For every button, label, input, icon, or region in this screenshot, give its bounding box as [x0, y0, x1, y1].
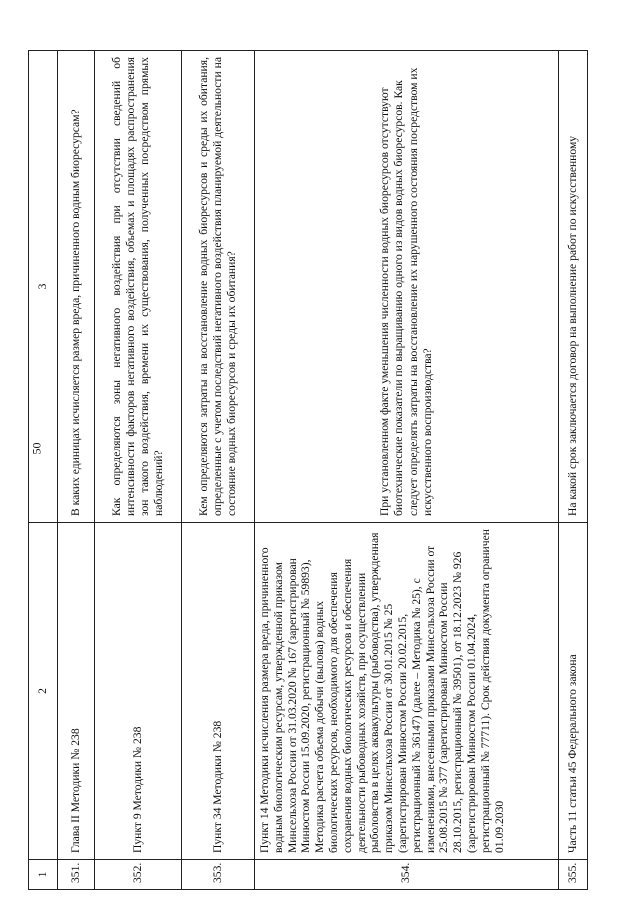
row-number: 354. — [255, 860, 559, 890]
header-col-1: 1 — [29, 860, 58, 890]
row-question: На какой срок заключается договор на выполнение работ по искусственному — [559, 51, 588, 523]
questions-table — [28, 50, 588, 890]
row-number: 351. — [58, 860, 95, 890]
row-source: Пункт 34 Методики № 238 — [182, 523, 255, 860]
header-col-2: 2 — [29, 523, 58, 860]
table-row — [58, 51, 95, 890]
row-number: 355. — [559, 860, 588, 890]
row-question: В каких единицах исчисляется размер вреда, причиненного водным биоресурсам? — [58, 51, 95, 523]
table-row — [182, 51, 255, 890]
document-sheet — [28, 50, 588, 890]
row-source: Часть 11 статьи 45 Федерального закона — [559, 523, 588, 860]
table-header-row — [29, 51, 58, 890]
table-row — [255, 51, 559, 890]
table-row — [559, 51, 588, 890]
row-source: Пункт 9 Методики № 238 — [95, 523, 182, 860]
row-question: Кем определяются затраты на восстановление водных биоресурсов и среды их обитания, определенные с учетом последствий негативного воздействия планируемой деятельности на состояние водных биоресурсов и среды их обитания? — [182, 51, 255, 523]
row-question: При установленном факте уменьшения численности водных биоресурсов отсутствуют биотехнические показатели по выращиванию одного из видов водных биоресурсов. Как следует определять затраты на восстановление их нарушенного состояния посредством их искусственного воспроизводства? — [255, 51, 559, 523]
row-source: Пункт 14 Методики исчисления размера вреда, причиненного водным биологическим ресурсам, утвержденной приказом Минсельхоза России от 31.03.2020 № 167 (зарегистрирован Минюстом России 15.09.2020, регистрационный № 59893), Методика расчета объема добычи (вылова) водных биологических ресурсов, необходимого для обеспечения сохранения водных биологических ресурсов и обеспечения деятельности рыбоводных хозяйств, при осуществлении рыболовства в целях аквакультуры (рыбоводства), утвержденная приказом Минсельхоза России от 30.01.2015 № 25 (зарегистрирован Минюстом России 20.02.2015, регистрационный № 36147) (далее – Методика № 25), с изменениями, внесенными приказами Минсельхоза России от 25.08.2015 № 377 (зарегистрирован Минюстом России 28.10.2015, регистрационный № 39501), от 18.12.2023 № 926 (зарегистрирован Минюстом России 01.04.2024, регистрационный № 77711). Срок действия документа ограничен 01.09.2030 — [255, 523, 559, 860]
row-source: Глава II Методики № 238 — [58, 523, 95, 860]
row-question: Как определяются зоны негативного воздействия при отсутствии сведений об интенсивности факторов негативного воздействия, объемах и площадях распространения зон такого воздействия, времени их существования, полученных посредством прямых наблюдений? — [95, 51, 182, 523]
row-number: 353. — [182, 860, 255, 890]
table-row — [95, 51, 182, 890]
header-col-3: 3 — [29, 51, 58, 523]
page-number: 50 — [29, 442, 44, 455]
row-number: 352. — [95, 860, 182, 890]
